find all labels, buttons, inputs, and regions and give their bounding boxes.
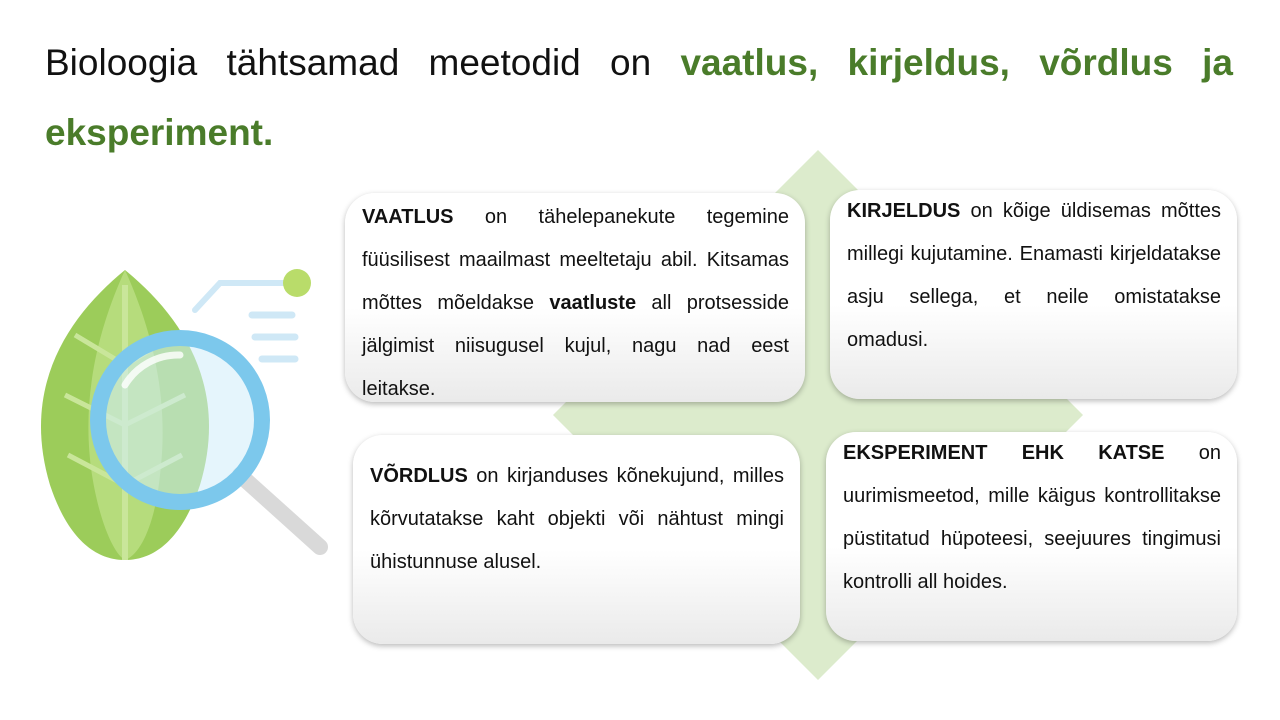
term-kirjeldus: KIRJELDUS <box>847 200 961 222</box>
card-vaatlus <box>345 193 805 402</box>
page-title <box>45 28 1233 168</box>
text-vordlus: on kirjanduses kõnekujund, milles kõrvutatakse kaht objekti või nähtust mingi ühistunnuse alusel. <box>370 465 784 573</box>
card-vordlus <box>353 435 800 644</box>
title-plain: Bioloogia tähtsamad meetodid on <box>45 42 681 83</box>
term-vaatlus: VAATLUS <box>362 206 454 228</box>
text-kirjeldus: on kõige üldisemas mõttes millegi kujutamine. Enamasti kirjeldatakse asju sellega, et neile omistatakse omadusi. <box>847 200 1221 351</box>
term-vordlus: VÕRDLUS <box>370 465 468 487</box>
text-vaatlus-a: on tähelepanekute tegemine füüsilisest maailmast meeltetaju abil. Kitsamas mõttes mõeldakse <box>362 206 789 314</box>
card-kirjeldus <box>830 190 1237 399</box>
term-vaatluste: vaatluste <box>549 292 637 314</box>
text-eksperiment: on uurimismeetod, mille käigus kontrollitakse püstitatud hüpoteesi, seejuures tingimusi kontrolli all hoides. <box>843 442 1221 593</box>
text-vaatlus-b: all protsesside jälgimist niisugusel kujul, nagu nad eest leitakse. <box>362 292 789 400</box>
title-highlight: vaatlus, kirjeldus, võrdlus ja eksperiment. <box>45 42 1233 153</box>
card-eksperiment <box>826 432 1237 641</box>
term-eksperiment: EKSPERIMENT EHK KATSE <box>843 442 1165 464</box>
leaf-with-magnifier-icon <box>30 255 340 575</box>
